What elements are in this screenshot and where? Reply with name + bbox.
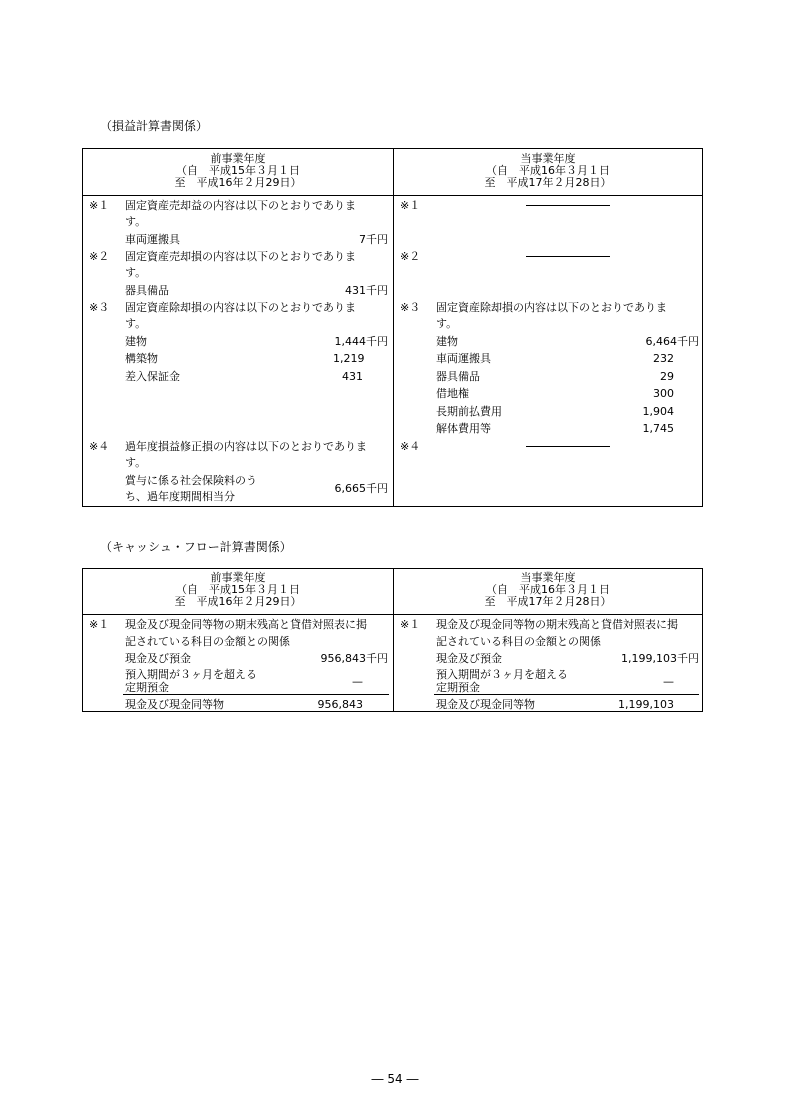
total-value: 1,199,103 — [618, 698, 674, 711]
item-label: 差入保証金 — [125, 370, 180, 383]
note-text: す。 — [125, 215, 147, 228]
item-label: 構築物 — [125, 352, 158, 365]
prev-period-header — [83, 572, 393, 608]
item-value: 1,444千円 — [334, 335, 388, 348]
item-value: 956,843千円 — [320, 652, 388, 665]
column-divider — [393, 149, 394, 506]
item-value: 431千円 — [345, 284, 388, 297]
prev-period-to: 至 平成16年２月29日） — [174, 595, 302, 608]
curr-period-header — [393, 572, 703, 608]
note-text: す。 — [436, 317, 458, 330]
empty-dash — [526, 256, 610, 257]
item-label: 定期預金 — [125, 681, 169, 694]
note-mark: ※２ — [89, 250, 110, 263]
item-value: 1,219 — [333, 352, 365, 365]
cash-flow-notes-table — [82, 568, 703, 712]
item-value: 1,745 — [642, 422, 674, 435]
note-text: 固定資産売却損の内容は以下のとおりでありま — [125, 250, 356, 263]
empty-dash — [526, 205, 610, 206]
note-text: 固定資産除却損の内容は以下のとおりでありま — [125, 301, 356, 314]
section-title-cash-flow: （キャッシュ・フロー計算書関係） — [100, 540, 292, 554]
prev-period-header — [83, 153, 393, 189]
note-text: す。 — [125, 317, 147, 330]
prev-period-label: 前事業年度 — [210, 571, 266, 584]
total-label: 現金及び現金同等物 — [125, 698, 224, 711]
empty-dash — [526, 446, 610, 447]
item-value: 431 — [342, 370, 363, 383]
total-label: 現金及び現金同等物 — [436, 698, 535, 711]
section-title-income-statement: （損益計算書関係） — [100, 119, 209, 133]
prev-period-to: 至 平成16年２月29日） — [174, 176, 302, 189]
item-value: 6,464千円 — [645, 335, 699, 348]
item-value: — — [352, 675, 363, 688]
note-mark: ※４ — [400, 440, 421, 453]
note-text: 固定資産除却損の内容は以下のとおりでありま — [436, 301, 667, 314]
note-mark: ※１ — [89, 618, 110, 631]
item-label: 現金及び預金 — [125, 652, 191, 665]
prev-period-label: 前事業年度 — [210, 152, 266, 165]
note-mark: ※１ — [400, 199, 421, 212]
item-label: 器具備品 — [125, 284, 169, 297]
note-text: 現金及び現金同等物の期末残高と貸借対照表に掲 — [436, 618, 678, 631]
income-statement-notes-table — [82, 148, 703, 507]
note-mark: ※３ — [89, 301, 110, 314]
note-mark: ※２ — [400, 250, 421, 263]
note-text: す。 — [125, 266, 147, 279]
item-value: 300 — [653, 387, 674, 400]
note-text: 過年度損益修正損の内容は以下のとおりでありま — [125, 440, 367, 453]
item-label: 車両運搬具 — [125, 233, 180, 246]
item-value: 7千円 — [359, 233, 388, 246]
item-label: 賞与に係る社会保険料のう — [125, 474, 257, 487]
item-label: ち、過年度期間相当分 — [125, 490, 235, 503]
note-mark: ※１ — [400, 618, 421, 631]
curr-period-label: 当事業年度 — [520, 571, 576, 584]
page-number: ― 54 ― — [371, 1072, 419, 1086]
curr-period-to: 至 平成17年２月28日） — [484, 595, 612, 608]
subtotal-rule — [434, 694, 699, 695]
note-text: 現金及び現金同等物の期末残高と貸借対照表に掲 — [125, 618, 367, 631]
note-text: 固定資産売却益の内容は以下のとおりでありま — [125, 199, 356, 212]
curr-period-header — [393, 153, 703, 189]
item-label: 車両運搬具 — [436, 352, 491, 365]
total-value: 956,843 — [317, 698, 363, 711]
curr-period-from: （自 平成16年３月１日 — [486, 164, 610, 177]
prev-period-from: （自 平成15年３月１日 — [176, 164, 300, 177]
subtotal-rule — [123, 694, 389, 695]
note-text: 記されている科目の金額との関係 — [436, 635, 601, 648]
item-label: 建物 — [125, 335, 147, 348]
curr-period-label: 当事業年度 — [520, 152, 576, 165]
prev-period-from: （自 平成15年３月１日 — [176, 583, 300, 596]
note-mark: ※１ — [89, 199, 110, 212]
item-label: 長期前払費用 — [436, 405, 502, 418]
item-value: 232 — [653, 352, 674, 365]
item-label: 現金及び預金 — [436, 652, 502, 665]
note-text: 記されている科目の金額との関係 — [125, 635, 290, 648]
header-divider — [83, 195, 702, 196]
item-value: 1,199,103千円 — [621, 652, 699, 665]
item-label: 解体費用等 — [436, 422, 491, 435]
item-value: 29 — [660, 370, 674, 383]
curr-period-from: （自 平成16年３月１日 — [486, 583, 610, 596]
note-mark: ※４ — [89, 440, 110, 453]
item-label: 預入期間が３ヶ月を超える — [436, 668, 568, 681]
item-label: 器具備品 — [436, 370, 480, 383]
item-value: 1,904 — [642, 405, 674, 418]
note-text: す。 — [125, 456, 147, 469]
item-label: 建物 — [436, 335, 458, 348]
item-value: 6,665千円 — [334, 482, 388, 495]
item-label: 定期預金 — [436, 681, 480, 694]
item-label: 借地権 — [436, 387, 469, 400]
curr-period-to: 至 平成17年２月28日） — [484, 176, 612, 189]
item-label: 預入期間が３ヶ月を超える — [125, 668, 257, 681]
item-value: — — [663, 675, 674, 688]
note-mark: ※３ — [400, 301, 421, 314]
header-divider — [83, 614, 702, 615]
